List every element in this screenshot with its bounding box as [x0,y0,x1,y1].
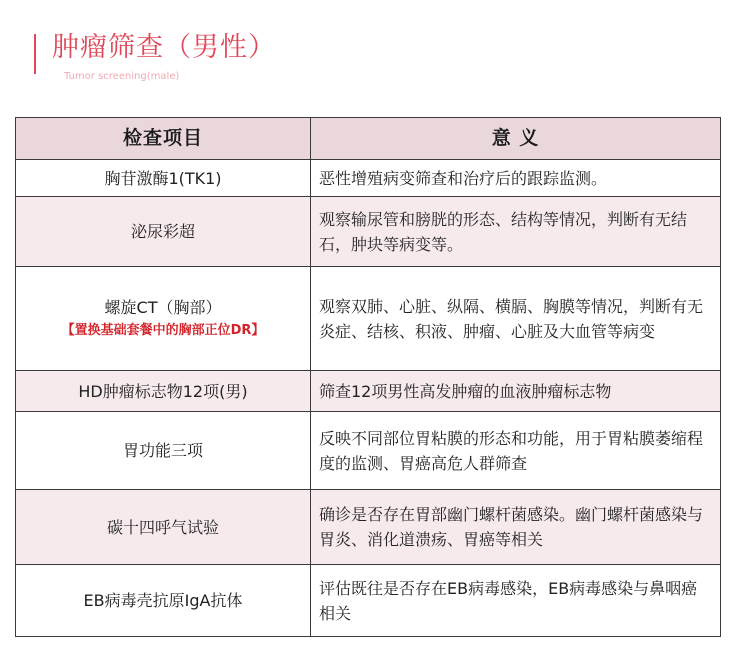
item-cell [16,267,311,371]
page-subtitle: Tumor screening(male) [64,71,180,82]
column-header-item: 检查项目 [16,118,311,160]
table-row [16,412,721,490]
table-row [16,197,721,267]
meaning-cell: 筛查12项男性高发肿瘤的血液肿瘤标志物 [311,371,721,412]
item-cell: 胸苷激酶1(TK1) [16,160,311,197]
replacement-note: 【置换基础套餐中的胸部正位DR】 [61,323,265,338]
table-row [16,490,721,565]
table-header-row [16,118,721,160]
title-accent-bar [34,34,36,74]
item-cell: EB病毒壳抗原IgA抗体 [16,565,311,637]
meaning-cell: 评估既往是否存在EB病毒感染，EB病毒感染与鼻咽癌相关 [311,565,721,637]
item-cell: 泌尿彩超 [16,197,311,267]
meaning-cell: 恶性增殖病变筛查和治疗后的跟踪监测。 [311,160,721,197]
item-cell: 胃功能三项 [16,412,311,490]
meaning-cell: 反映不同部位胃粘膜的形态和功能，用于胃粘膜萎缩程度的监测、胃癌高危人群筛查 [311,412,721,490]
table-row [16,371,721,412]
table-row [16,565,721,637]
item-name: 螺旋CT（胸部） [104,298,222,317]
item-cell: HD肿瘤标志物12项(男) [16,371,311,412]
meaning-cell: 确诊是否存在胃部幽门螺杆菌感染。幽门螺杆菌感染与胃炎、消化道溃疡、胃癌等相关 [311,490,721,565]
screening-table [15,117,721,637]
table-row [16,160,721,197]
item-cell: 碳十四呼气试验 [16,490,311,565]
column-header-meaning: 意 义 [311,118,721,160]
meaning-cell: 观察输尿管和膀胱的形态、结构等情况，判断有无结石，肿块等病变等。 [311,197,721,267]
table-row [16,267,721,371]
page-title: 肿瘤筛查（男性） [52,32,276,63]
meaning-cell: 观察双肺、心脏、纵隔、横膈、胸膜等情况，判断有无炎症、结核、积液、肿瘤、心脏及大血管等病变 [311,267,721,371]
